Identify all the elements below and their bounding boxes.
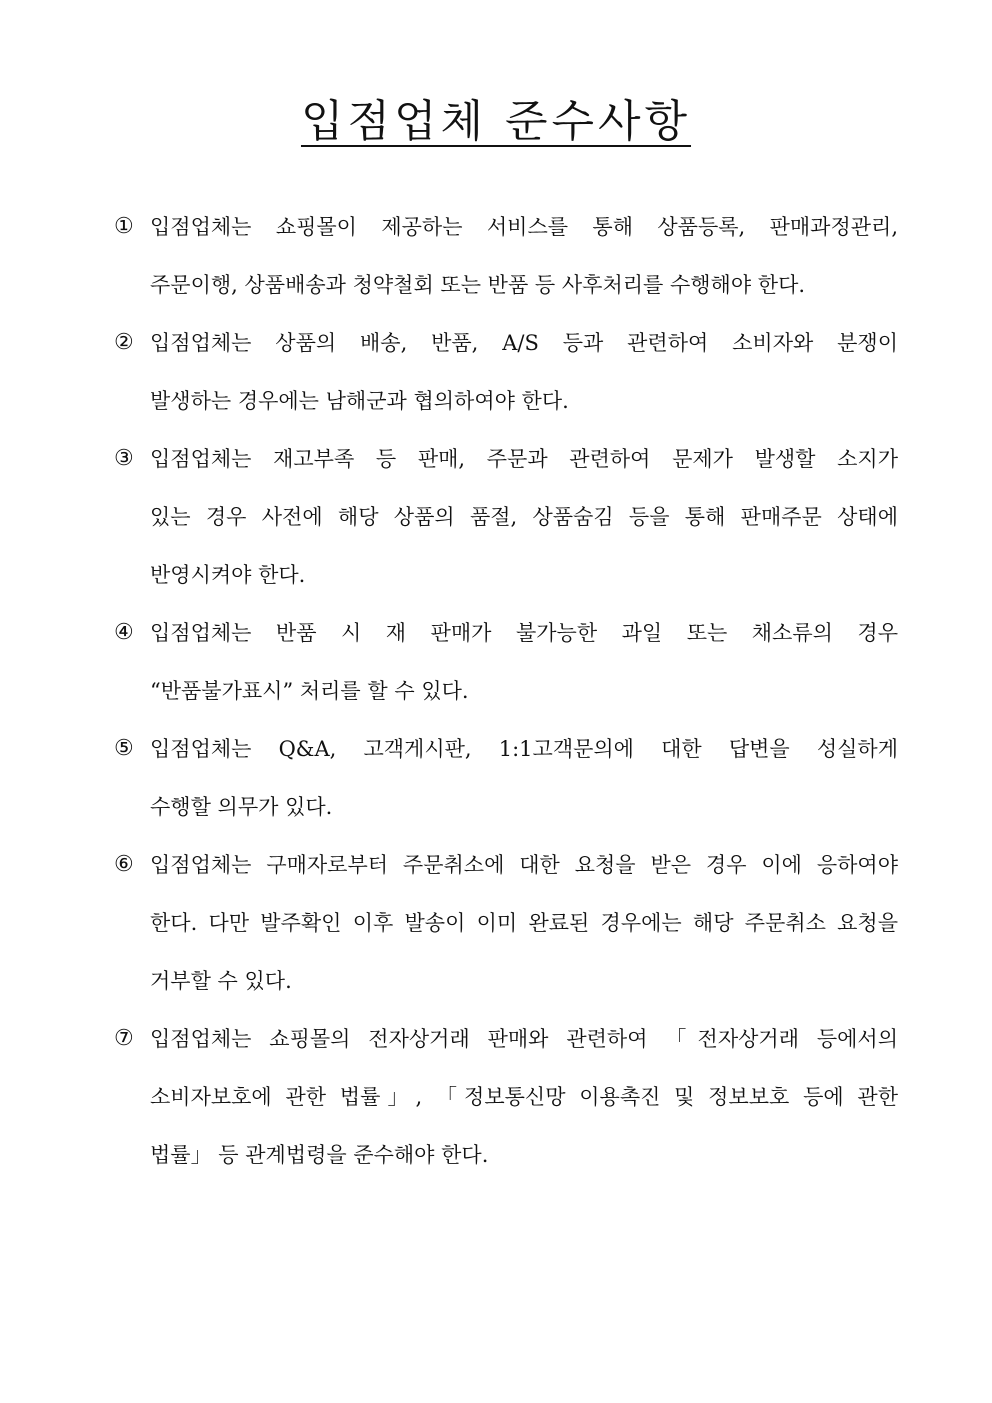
item-text-line: 입점업체는 구매자로부터 주문취소에 대한 요청을 받은 경우 이에 응하여야 — [150, 853, 898, 877]
title-text: 입점업체 준수사항 — [300, 96, 692, 147]
compliance-list — [114, 198, 898, 1184]
item-text-line: 수행할 의무가 있다. — [150, 795, 333, 819]
item-number-marker: ⑥ — [114, 852, 134, 877]
document-title — [0, 92, 992, 152]
list-item — [114, 720, 898, 836]
item-text-line: 입점업체는 Q&A, 고객게시판, 1:1고객문의에 대한 답변을 성실하게 — [150, 737, 898, 761]
item-text-line: 거부할 수 있다. — [150, 969, 292, 993]
item-text-line: 반영시켜야 한다. — [150, 563, 306, 587]
item-text-line: “반품불가표시” 처리를 할 수 있다. — [150, 679, 469, 703]
item-text-line: 입점업체는 쇼핑몰이 제공하는 서비스를 통해 상품등록, 판매과정관리, — [150, 215, 898, 239]
item-number-marker: ④ — [114, 620, 134, 645]
list-item — [114, 314, 898, 430]
item-number-marker: ① — [114, 214, 134, 239]
list-item — [114, 836, 898, 1010]
item-number-marker: ⑤ — [114, 736, 134, 761]
item-text-line: 한다. 다만 발주확인 이후 발송이 이미 완료된 경우에는 해당 주문취소 요청을 — [150, 911, 898, 935]
item-text-line: 법률」 등 관계법령을 준수해야 한다. — [150, 1143, 489, 1167]
item-text-line: 있는 경우 사전에 해당 상품의 품절, 상품숨김 등을 통해 판매주문 상태에 — [150, 505, 898, 529]
item-text-line: 주문이행, 상품배송과 청약철회 또는 반품 등 사후처리를 수행해야 한다. — [150, 273, 806, 297]
item-number-marker: ② — [114, 330, 134, 355]
item-number-marker: ③ — [114, 446, 134, 471]
list-item — [114, 1010, 898, 1184]
list-item — [114, 604, 898, 720]
list-item — [114, 198, 898, 314]
item-text-line: 입점업체는 재고부족 등 판매, 주문과 관련하여 문제가 발생할 소지가 — [150, 447, 898, 471]
item-text-line: 입점업체는 쇼핑몰의 전자상거래 판매와 관련하여 「전자상거래 등에서의 — [150, 1027, 898, 1051]
item-text-line: 발생하는 경우에는 남해군과 협의하여야 한다. — [150, 389, 569, 413]
item-number-marker: ⑦ — [114, 1026, 134, 1051]
item-text-line: 소비자보호에 관한 법률」, 「정보통신망 이용촉진 및 정보보호 등에 관한 — [150, 1085, 898, 1109]
item-text-line: 입점업체는 반품 시 재 판매가 불가능한 과일 또는 채소류의 경우 — [150, 621, 898, 645]
list-item — [114, 430, 898, 604]
item-text-line: 입점업체는 상품의 배송, 반품, A/S 등과 관련하여 소비자와 분쟁이 — [150, 331, 898, 355]
